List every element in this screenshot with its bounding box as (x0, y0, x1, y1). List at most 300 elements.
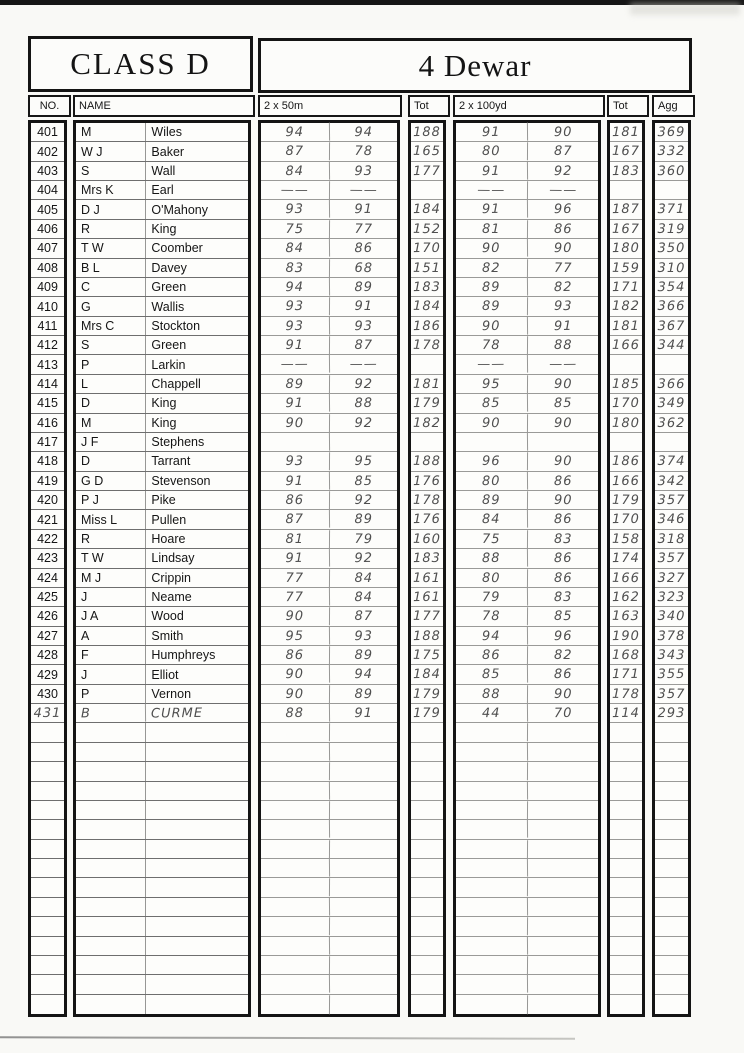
table-row (31, 627, 64, 646)
cell-score-100yd-1: 94 (456, 626, 528, 645)
cell-score-50m-1: 90 (261, 413, 330, 432)
table-row (655, 607, 688, 626)
table-row (456, 685, 598, 704)
table-row (610, 898, 642, 917)
table-row (655, 665, 688, 684)
cell-surname: Humphreys (151, 648, 216, 663)
cell-score-50m-1: 94 (261, 123, 330, 142)
cell-initials (76, 898, 146, 916)
cell-surname (146, 801, 248, 819)
cell-initials (76, 878, 146, 896)
table-row (76, 995, 248, 1014)
table-row (76, 840, 248, 859)
cell-total-100yd: 159 (612, 260, 640, 276)
cell-initials (76, 820, 146, 838)
cell-total-100yd (610, 859, 642, 878)
cell-total-50m: 179 (413, 395, 441, 411)
table-row (31, 510, 64, 529)
cell-score-50m-2: 79 (353, 531, 373, 547)
table-row (31, 762, 64, 781)
cell-total-50m (411, 975, 443, 994)
cell-aggregate: 349 (657, 395, 686, 411)
cell-total-50m (411, 956, 443, 975)
table-row (456, 801, 598, 820)
table-row (456, 510, 598, 529)
cell-total-100yd (610, 723, 642, 742)
table-row (655, 259, 688, 278)
table-row (456, 123, 598, 142)
table-row (76, 665, 248, 684)
cell-row-number (31, 782, 64, 800)
table-row (655, 472, 688, 491)
cell-total-100yd: 170 (612, 395, 640, 411)
cell-score-50m-1 (261, 723, 330, 742)
cell-score-50m-2 (329, 975, 397, 994)
cell-score-50m-1 (261, 820, 330, 839)
table-row (31, 142, 64, 161)
cell-surname: Stephens (151, 435, 205, 450)
cell-score-50m-1: 93 (261, 452, 330, 471)
table-row (76, 801, 248, 820)
table-row (261, 569, 397, 588)
cell-score-50m-1: 91 (261, 394, 330, 413)
table-row (411, 336, 443, 355)
cell-total-100yd (610, 995, 642, 1015)
cell-score-100yd-1: 79 (456, 587, 528, 606)
cell-total-50m (411, 781, 443, 800)
cell-score-50m-2 (329, 917, 397, 936)
cell-total-50m: 161 (413, 589, 441, 605)
table-row (76, 975, 248, 994)
cell-score-50m-1 (261, 839, 330, 858)
cell-total-100yd: 170 (612, 511, 640, 528)
cell-score-50m-1 (261, 936, 330, 955)
table-row (610, 937, 642, 956)
cell-aggregate: 310 (657, 260, 686, 276)
cell-aggregate: 342 (657, 473, 686, 489)
cell-score-50m-2: 87 (353, 608, 373, 624)
cell-aggregate: 366 (657, 376, 686, 392)
cell-score-100yd-2 (527, 781, 598, 800)
cell-surname (146, 859, 248, 877)
cell-score-50m-1: 77 (261, 568, 330, 587)
table-row (76, 646, 248, 665)
table-row (655, 239, 688, 258)
table-row (610, 200, 642, 219)
cell-total-100yd: 174 (612, 550, 640, 566)
cell-row-number (31, 956, 64, 974)
cell-score-100yd-1: 91 (456, 200, 528, 219)
table-row (411, 297, 443, 316)
table-row (76, 859, 248, 878)
table-row (31, 917, 64, 936)
table-row (76, 142, 248, 161)
table-row (31, 317, 64, 336)
table-row (31, 995, 64, 1014)
table-row (261, 820, 397, 839)
table-row (456, 995, 598, 1014)
cell-total-50m (411, 723, 443, 742)
cell-score-50m-2 (329, 723, 397, 742)
cell-score-100yd-2: 82 (553, 279, 573, 295)
cell-score-100yd-2 (527, 975, 598, 994)
cell-score-50m-2: 85 (353, 473, 373, 489)
table-row (655, 317, 688, 336)
table-row (261, 530, 397, 549)
cell-score-50m-1 (261, 956, 330, 975)
cell-aggregate: 318 (657, 531, 686, 547)
table-row (655, 491, 688, 510)
cell-score-50m-2: 86 (353, 240, 373, 256)
cell-surname: Vernon (151, 686, 192, 701)
cell-score-50m-2: —— (349, 356, 378, 373)
table-row (655, 917, 688, 936)
table-row (411, 510, 443, 529)
table-row (76, 878, 248, 897)
cell-surname: Lindsay (151, 551, 195, 566)
cell-total-50m: 186 (413, 318, 441, 334)
cell-total-100yd: 187 (612, 202, 640, 218)
table-row (76, 200, 248, 219)
table-row (411, 123, 443, 142)
table-row (456, 259, 598, 278)
cell-score-50m-2: 91 (353, 705, 373, 721)
table-row (655, 898, 688, 917)
cell-surname (146, 975, 248, 993)
cell-initials: D J (76, 200, 146, 218)
cell-score-100yd-2 (527, 917, 598, 936)
cell-score-50m-2: 92 (353, 415, 373, 431)
cell-score-50m-2 (329, 956, 397, 975)
class-title: CLASS D (70, 46, 211, 81)
cell-initials (76, 937, 146, 955)
cell-score-50m-1: —— (261, 355, 330, 374)
cell-total-100yd: 190 (612, 628, 640, 644)
table-row (655, 820, 688, 839)
cell-total-100yd (610, 975, 642, 994)
table-row (411, 956, 443, 975)
cell-aggregate: 344 (657, 337, 686, 353)
cell-aggregate: 357 (657, 492, 686, 508)
table-row (31, 123, 64, 142)
table-row (261, 607, 397, 626)
table-row (76, 472, 248, 491)
cell-row-number (31, 975, 64, 993)
table-row (610, 414, 642, 433)
table-row (261, 297, 397, 316)
cell-initials: P (76, 685, 146, 703)
cell-total-50m: 151 (413, 260, 441, 276)
cell-score-100yd-1 (456, 917, 528, 936)
table-row (31, 355, 64, 374)
cell-score-100yd-1 (456, 975, 528, 994)
cell-total-50m (411, 743, 443, 762)
table-row (610, 820, 642, 839)
cell-total-50m (411, 820, 443, 839)
table-row (456, 704, 598, 723)
table-row (31, 336, 64, 355)
cell-score-50m-2: 78 (353, 143, 373, 160)
cell-score-100yd-2 (527, 839, 598, 858)
table-row (411, 937, 443, 956)
table-row (655, 297, 688, 316)
cell-score-50m-1: 91 (261, 336, 330, 355)
cell-score-50m-1: 84 (261, 161, 330, 180)
cell-score-100yd-1: 75 (456, 530, 528, 549)
table-row (610, 665, 642, 684)
scan-bottom-edge-artifact (0, 1036, 575, 1040)
cell-score-50m-2: 77 (353, 221, 373, 237)
cell-aggregate: 293 (657, 705, 686, 721)
table-row (411, 975, 443, 994)
table-row (610, 607, 642, 626)
cell-total-50m: 184 (413, 202, 441, 218)
cell-total-100yd (610, 878, 642, 897)
no-column (28, 120, 67, 1017)
cell-score-50m-2: 93 (353, 163, 373, 179)
table-row (655, 956, 688, 975)
table-row (31, 278, 64, 297)
cell-initials: S (76, 162, 146, 180)
cell-initials: R (76, 220, 146, 238)
cell-aggregate: 323 (657, 589, 686, 605)
table-row (261, 200, 397, 219)
cell-score-50m-1: —— (261, 181, 330, 200)
table-row (31, 200, 64, 219)
table-row (76, 569, 248, 588)
cell-total-100yd (610, 898, 642, 917)
table-row (610, 239, 642, 258)
cell-score-50m-1 (261, 801, 330, 820)
table-row (655, 762, 688, 781)
cell-total-100yd: 186 (612, 453, 640, 470)
table-row (76, 685, 248, 704)
cell-score-100yd-1: 80 (456, 568, 528, 587)
cell-total-100yd: 181 (612, 124, 640, 140)
table-row (610, 142, 642, 161)
table-row (411, 588, 443, 607)
table-row (411, 181, 443, 200)
table-row (610, 220, 642, 239)
table-row (76, 317, 248, 336)
cell-surname: Earl (151, 183, 174, 198)
table-row (76, 588, 248, 607)
cell-aggregate (655, 975, 688, 994)
table-row (76, 162, 248, 181)
cell-total-100yd: 167 (612, 143, 640, 160)
cell-score-50m-2: 94 (353, 666, 373, 683)
cell-total-100yd (610, 762, 642, 781)
table-row (610, 181, 642, 200)
cell-score-100yd-2 (527, 742, 598, 761)
cell-surname (146, 917, 248, 935)
header-range-100yd (453, 95, 605, 117)
cell-surname (146, 743, 248, 761)
cell-total-100yd: 183 (612, 163, 640, 179)
cell-score-50m-1 (261, 917, 330, 936)
table-row (456, 239, 598, 258)
table-row (610, 646, 642, 665)
table-row (610, 569, 642, 588)
class-title-box (28, 36, 253, 92)
cell-row-number: 428 (37, 648, 58, 663)
table-row (261, 937, 397, 956)
table-row (655, 588, 688, 607)
table-row (31, 297, 64, 316)
table-row (76, 956, 248, 975)
header-agg-label: Agg (658, 100, 678, 112)
table-row (76, 782, 248, 801)
table-row (76, 491, 248, 510)
cell-score-100yd-1: 85 (456, 665, 528, 684)
cell-score-100yd-2: 91 (553, 318, 573, 334)
cell-score-100yd-1 (456, 762, 528, 781)
cell-aggregate (655, 743, 688, 762)
table-row (261, 123, 397, 142)
cell-surname: King (151, 222, 177, 237)
cell-initials: Mrs K (76, 181, 146, 199)
cell-surname: Pike (151, 493, 176, 508)
table-row (31, 840, 64, 859)
cell-row-number: 421 (37, 512, 58, 527)
cell-total-100yd: 178 (612, 686, 640, 702)
table-row (655, 414, 688, 433)
cell-score-100yd-1: 81 (456, 220, 528, 239)
cell-aggregate: 343 (657, 647, 686, 663)
cell-aggregate (655, 859, 688, 878)
cell-score-50m-2 (329, 433, 397, 452)
table-row (261, 181, 397, 200)
cell-row-number: 431 (33, 705, 62, 721)
cell-total-100yd: 180 (612, 240, 640, 257)
cell-aggregate (655, 820, 688, 839)
cell-total-50m: 160 (413, 531, 441, 547)
cell-row-number: 406 (37, 222, 58, 237)
cell-score-50m-2: 68 (353, 260, 373, 276)
table-row (655, 394, 688, 413)
cell-total-100yd (610, 956, 642, 975)
table-row (456, 433, 598, 452)
header-tot-50m (408, 95, 450, 117)
cell-row-number: 420 (37, 493, 58, 508)
cell-score-50m-2: 84 (353, 570, 373, 586)
cell-score-50m-2: 92 (353, 492, 373, 508)
cell-score-100yd-2: 92 (553, 163, 573, 179)
cell-score-100yd-2 (527, 433, 598, 452)
cell-surname (146, 898, 248, 916)
cell-total-50m: 165 (413, 143, 441, 160)
cell-row-number: 425 (37, 590, 58, 605)
cell-score-100yd-2: 90 (553, 376, 573, 392)
cell-total-100yd: 171 (612, 279, 640, 295)
table-row (610, 801, 642, 820)
cell-score-50m-2 (329, 994, 397, 1014)
cell-aggregate: 355 (657, 666, 686, 683)
cell-score-100yd-1 (456, 878, 528, 897)
cell-score-100yd-2 (527, 859, 598, 878)
cell-score-50m-1: 86 (261, 646, 330, 665)
cell-score-50m-2: 92 (353, 376, 373, 392)
cell-aggregate (655, 723, 688, 742)
table-row (456, 898, 598, 917)
table-row (31, 607, 64, 626)
table-row (76, 627, 248, 646)
table-row (655, 375, 688, 394)
table-row (655, 859, 688, 878)
cell-total-50m (411, 995, 443, 1015)
cell-row-number (31, 743, 64, 761)
cell-score-100yd-2 (527, 936, 598, 955)
table-row (31, 937, 64, 956)
cell-score-50m-2: 93 (353, 628, 373, 644)
table-row (456, 859, 598, 878)
cell-score-100yd-1: 88 (456, 684, 528, 703)
cell-aggregate (655, 956, 688, 975)
cell-surname: Baker (151, 144, 185, 159)
cell-total-50m: 176 (413, 473, 441, 489)
table-row (261, 239, 397, 258)
table-row (31, 433, 64, 452)
cell-aggregate (655, 898, 688, 917)
cell-initials: B (76, 704, 147, 723)
cell-score-100yd-1: 85 (456, 394, 528, 413)
cell-total-50m: 188 (413, 628, 441, 644)
table-row (655, 723, 688, 742)
cell-total-100yd: 181 (612, 318, 640, 334)
cell-aggregate (655, 878, 688, 897)
cell-total-50m (411, 355, 443, 374)
cell-surname: Neame (151, 590, 192, 605)
cell-initials (76, 917, 146, 935)
cell-score-100yd-1: 90 (456, 316, 528, 335)
cell-score-50m-1: 90 (261, 607, 330, 626)
table-row (610, 123, 642, 142)
cell-score-100yd-2: 86 (553, 511, 573, 528)
cell-initials (76, 801, 146, 819)
table-row (456, 394, 598, 413)
cell-score-100yd-2: —— (548, 182, 577, 198)
table-row (261, 452, 397, 471)
table-row (456, 607, 598, 626)
cell-score-50m-1 (261, 859, 330, 878)
table-row (655, 355, 688, 374)
cell-total-50m (411, 433, 443, 452)
table-row (31, 859, 64, 878)
cell-initials: A (76, 627, 146, 645)
cell-row-number: 407 (37, 241, 58, 256)
cell-total-100yd: 158 (612, 531, 640, 547)
cell-total-100yd (610, 917, 642, 936)
table-row (610, 588, 642, 607)
table-row (31, 472, 64, 491)
table-row (610, 355, 642, 374)
cell-score-100yd-2: 86 (553, 473, 573, 489)
table-row (411, 355, 443, 374)
table-row (411, 278, 443, 297)
cell-score-50m-1 (261, 994, 330, 1014)
cell-score-50m-1: 91 (261, 471, 330, 490)
cell-score-50m-2 (329, 859, 397, 878)
cell-initials: P (76, 355, 146, 373)
table-row (610, 472, 642, 491)
cell-aggregate: 350 (657, 240, 686, 257)
cell-score-50m-1 (261, 781, 330, 800)
cell-initials: D (76, 452, 146, 470)
table-row (655, 530, 688, 549)
cell-score-50m-1: 93 (261, 316, 330, 335)
cell-score-100yd-1: 44 (456, 704, 528, 723)
table-row (411, 530, 443, 549)
